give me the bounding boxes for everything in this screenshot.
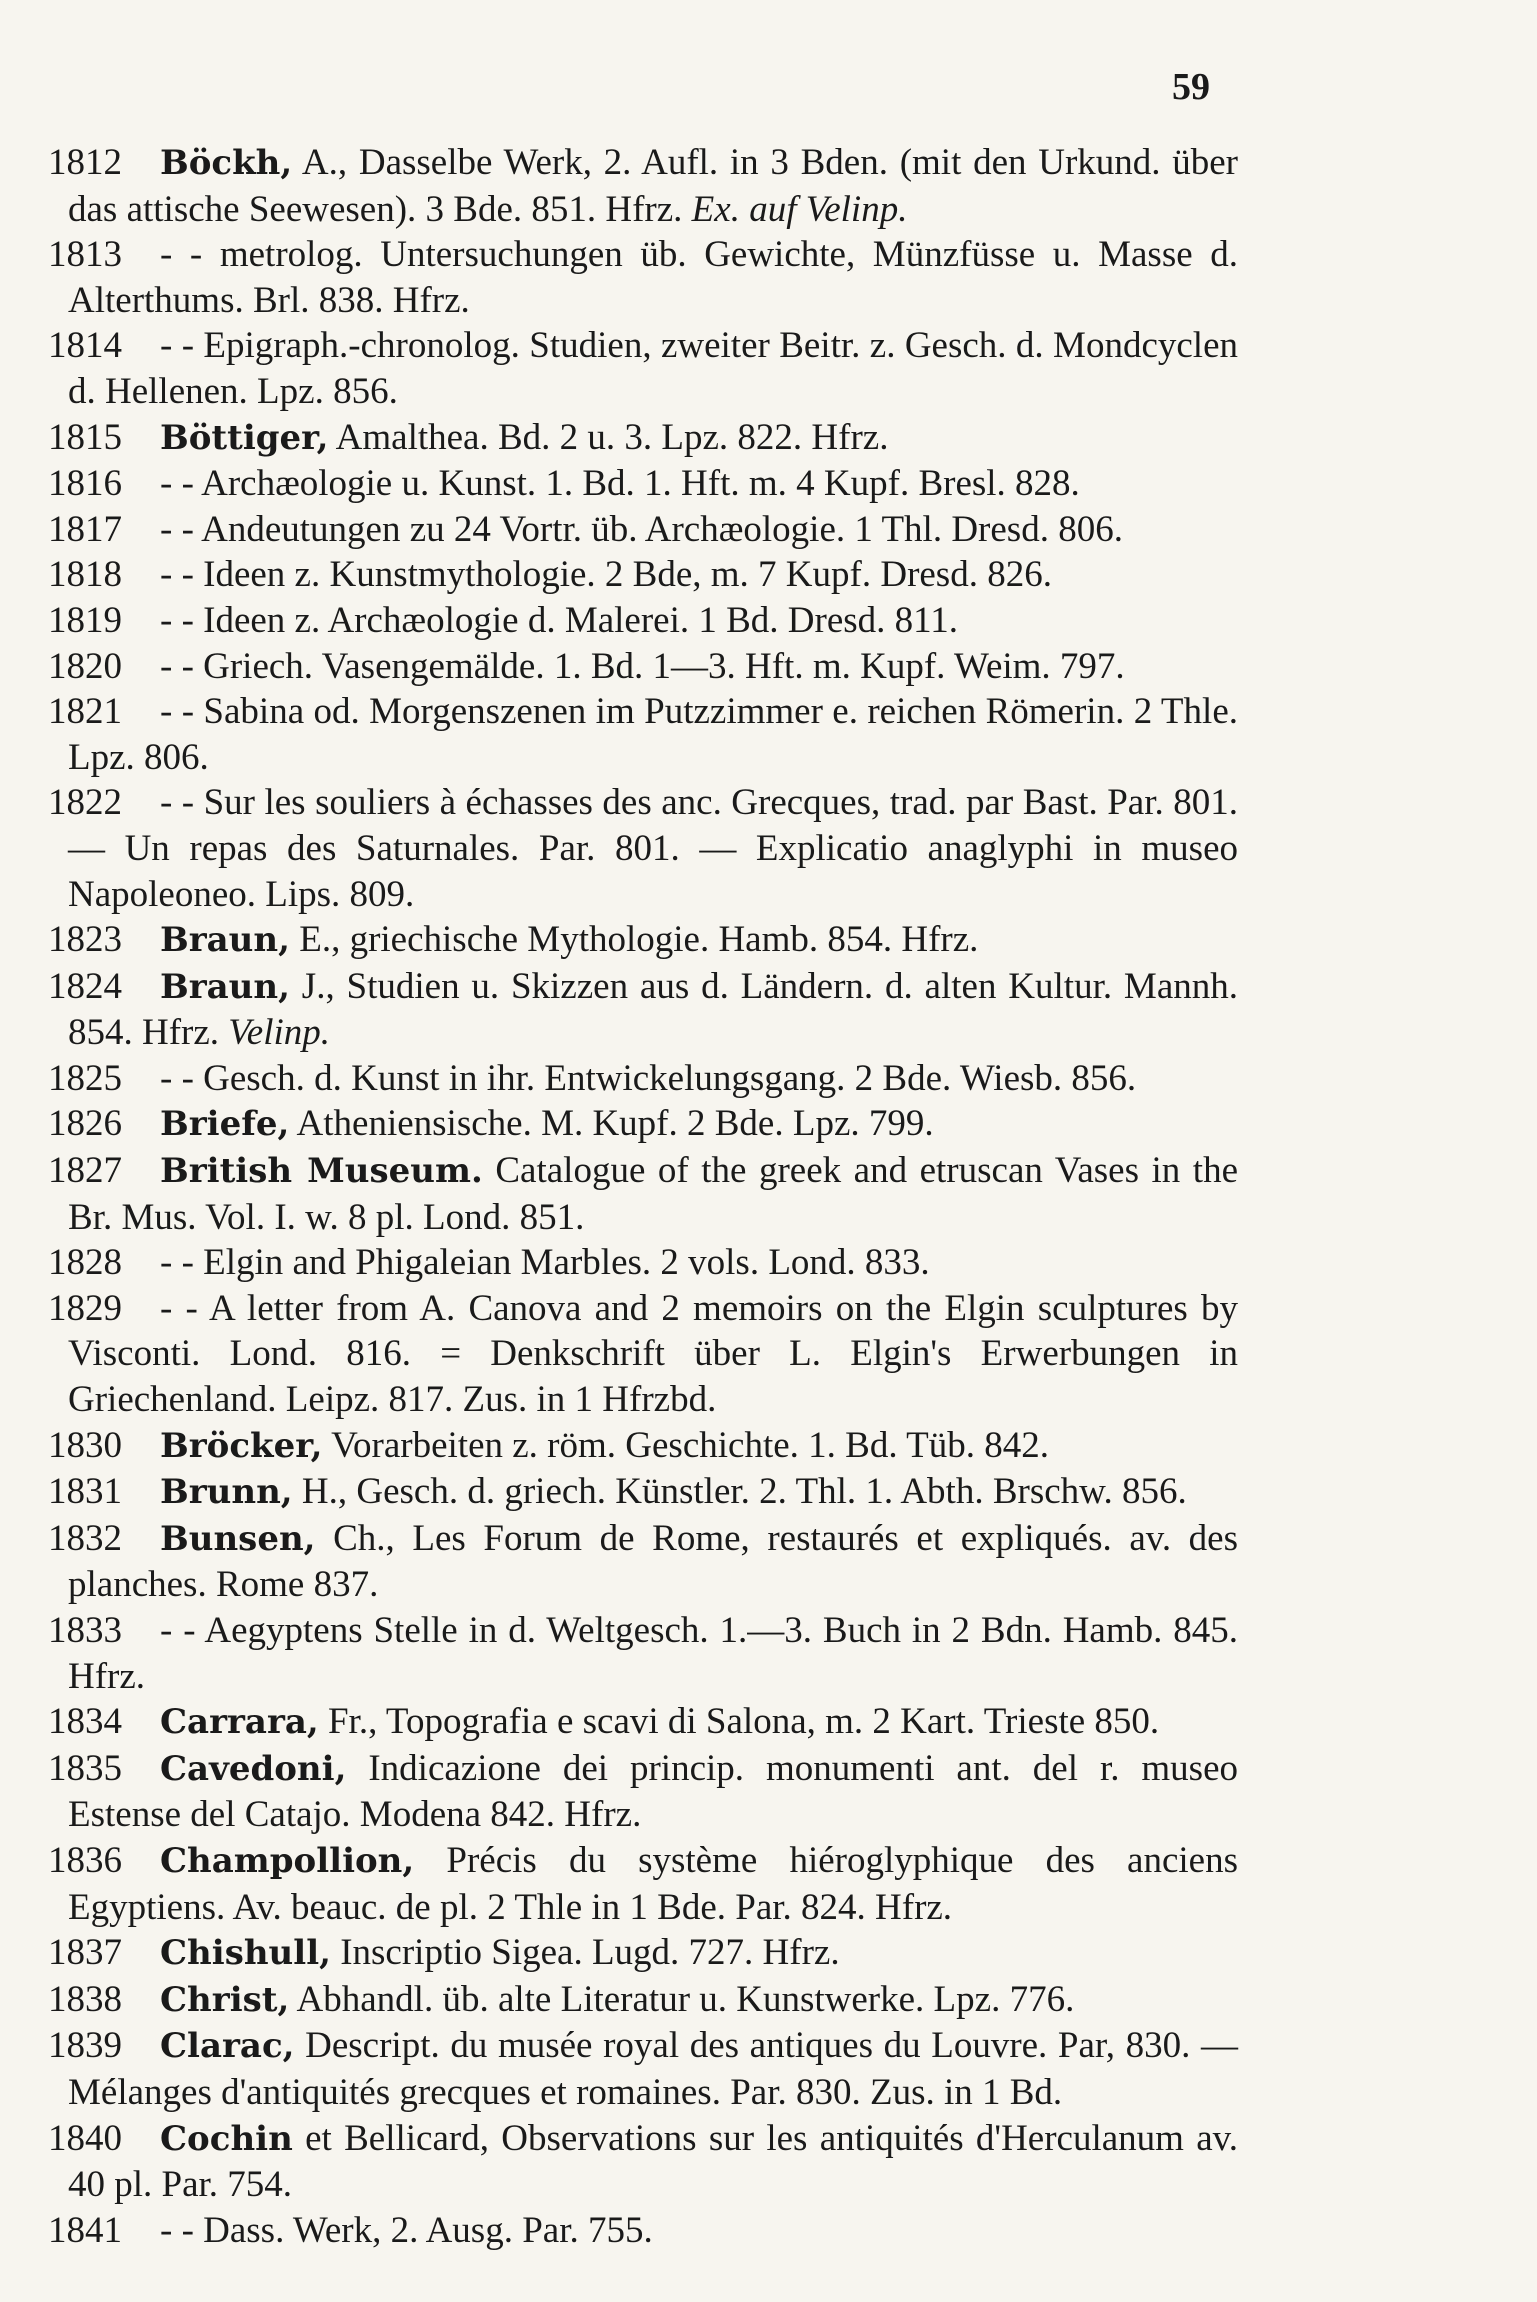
catalog-entry bbox=[48, 2023, 1238, 2115]
catalog-entry bbox=[48, 1838, 1238, 1930]
catalog-entry bbox=[48, 1469, 1238, 1516]
entry-text: - - Archæologie u. Kunst. 1. Bd. 1. Hft. m. 4 Kupf. Bresl. 828. bbox=[160, 463, 1080, 505]
entry-author: Christ, bbox=[160, 1979, 290, 2020]
entry-text: E., griechische Mythologie. Hamb. 854. Hfrz. bbox=[299, 919, 979, 961]
entry-number: 1813 bbox=[48, 234, 122, 276]
entry-number: 1812 bbox=[48, 142, 122, 183]
entry-author: Böttiger, bbox=[160, 417, 329, 458]
entry-number: 1832 bbox=[48, 1517, 122, 1559]
catalog-entry bbox=[48, 1240, 1238, 1286]
entry-number: 1815 bbox=[48, 416, 122, 458]
entry-text: - - Dass. Werk, 2. Ausg. Par. 755. bbox=[160, 2209, 653, 2251]
entry-number: 1814 bbox=[48, 325, 122, 367]
catalog-entry bbox=[48, 2116, 1238, 2208]
entry-number: 1829 bbox=[48, 1287, 122, 1329]
catalog-entry bbox=[48, 964, 1238, 1056]
entry-number: 1830 bbox=[48, 1424, 122, 1466]
entry-text: - - Sabina od. Morgenszenen im Putzzimmer e. reichen Römerin. 2 Thle. Lpz. 806. bbox=[68, 691, 1238, 778]
catalog-entry bbox=[48, 644, 1238, 690]
entry-text: Catalogue of the greek and etruscan Vases in the Br. Mus. Vol. I. w. 8 pl. Lond. 851. bbox=[68, 1150, 1239, 1238]
entry-number: 1838 bbox=[48, 1978, 122, 2020]
entry-author: Braun, bbox=[160, 966, 290, 1007]
entry-number: 1828 bbox=[48, 1242, 122, 1284]
catalog-entry bbox=[48, 689, 1238, 780]
entry-text: J., Studien u. Skizzen aus d. Ländern. d. alten Kultur. Mannh. 854. Hfrz. bbox=[68, 965, 1238, 1054]
entry-text: - - Griech. Vasengemälde. 1. Bd. 1—3. Hft. m. Kupf. Weim. 797. bbox=[160, 645, 1125, 687]
entry-number: 1839 bbox=[48, 2025, 122, 2067]
entry-author: British Museum. bbox=[160, 1151, 483, 1192]
entry-number: 1831 bbox=[48, 1471, 122, 1513]
catalog-entry bbox=[48, 1699, 1238, 1746]
catalog-entry bbox=[48, 1516, 1238, 1608]
entry-number: 1837 bbox=[48, 1932, 122, 1974]
catalog-entry bbox=[48, 323, 1238, 414]
entry-number: 1823 bbox=[48, 919, 122, 961]
entry-number: 1835 bbox=[48, 1747, 122, 1789]
entry-author: Braun, bbox=[160, 920, 290, 961]
catalog-entry bbox=[48, 140, 1238, 232]
entry-number: 1841 bbox=[48, 2209, 122, 2251]
entry-text: H., Gesch. d. griech. Künstler. 2. Thl. 1. Abth. Brschw. 856. bbox=[301, 1471, 1187, 1513]
catalog-entry bbox=[48, 917, 1238, 964]
entry-text: - - A letter from A. Canova and 2 memoirs on the Elgin sculptures by Visconti. Lond. 816. = Denkschrift über L. Elgin's Erwerbungen in Griechenland. Leipz. 817. Zus. in 1 Hfrzbd. bbox=[68, 1287, 1238, 1421]
entry-text: et Bellicard, Observations sur les antiquités d'Herculanum av. 40 pl. Par. 754. bbox=[68, 2117, 1239, 2206]
entry-text: - - Andeutungen zu 24 Vortr. üb. Archæologie. 1 Thl. Dresd. 806. bbox=[160, 508, 1123, 550]
entry-author: Bunsen, bbox=[160, 1518, 316, 1559]
entry-text: - - Gesch. d. Kunst in ihr. Entwickelungsgang. 2 Bde. Wiesb. 856. bbox=[160, 1057, 1137, 1099]
catalog-entry bbox=[48, 1286, 1238, 1423]
entry-text: - - Ideen z. Archæologie d. Malerei. 1 Bd. Dresd. 811. bbox=[160, 599, 959, 641]
entry-number: 1822 bbox=[48, 782, 122, 824]
entry-note: Velinp. bbox=[228, 1012, 331, 1054]
catalog-entry bbox=[48, 1148, 1238, 1240]
entry-author: Champollion, bbox=[160, 1840, 415, 1881]
catalog-entry bbox=[48, 2208, 1238, 2254]
entry-number: 1834 bbox=[48, 1701, 122, 1743]
catalog-entry bbox=[48, 461, 1238, 507]
entry-author: Brunn, bbox=[160, 1472, 293, 1513]
catalog-entry bbox=[48, 552, 1238, 598]
catalog-entry bbox=[48, 1056, 1238, 1102]
entry-number: 1836 bbox=[48, 1839, 122, 1881]
entry-text: Amalthea. Bd. 2 u. 3. Lpz. 822. Hfrz. bbox=[335, 416, 889, 458]
entry-note: Ex. auf Velinp. bbox=[691, 188, 908, 230]
entry-number: 1833 bbox=[48, 1610, 122, 1651]
entry-author: Chishull, bbox=[160, 1933, 331, 1974]
catalog-entry bbox=[48, 780, 1238, 917]
entry-number: 1819 bbox=[48, 599, 122, 641]
entry-text: - - Elgin and Phigaleian Marbles. 2 vols. Lond. 833. bbox=[160, 1242, 930, 1284]
catalog-entry bbox=[48, 598, 1238, 644]
page-number: 59 bbox=[1172, 66, 1210, 108]
entry-text: Atheniensische. M. Kupf. 2 Bde. Lpz. 799. bbox=[296, 1103, 934, 1145]
catalog-entry bbox=[48, 415, 1238, 462]
entry-text: Descript. du musée royal des antiques du Louvre. Par, 830. — Mélanges d'antiquités grecques et romaines. Par. 830. Zus. in 1 Bd. bbox=[68, 2025, 1239, 2113]
catalog-entries bbox=[48, 140, 1238, 2253]
catalog-entry bbox=[48, 1930, 1238, 1977]
entry-number: 1826 bbox=[48, 1103, 122, 1145]
entry-number: 1821 bbox=[48, 691, 122, 733]
entry-number: 1816 bbox=[48, 463, 122, 505]
entry-author: Carrara, bbox=[160, 1702, 319, 1743]
catalog-entry bbox=[48, 1101, 1238, 1148]
entry-number: 1820 bbox=[48, 645, 122, 687]
catalog-entry bbox=[48, 1746, 1238, 1838]
entry-text: - - Sur les souliers à échasses des anc. Grecques, trad. par Bast. Par. 801. — Un repas des Saturnales. Par. 801. — Explicatio anaglyphi in museo Napoleoneo. Lips. 809. bbox=[68, 782, 1238, 915]
entry-text: Fr., Topografia e scavi di Salona, m. 2 Kart. Trieste 850. bbox=[327, 1701, 1160, 1743]
entry-text: - - Epigraph.-chronolog. Studien, zweiter Beitr. z. Gesch. d. Mondcyclen d. Hellenen. Lpz. 856. bbox=[68, 325, 1238, 412]
entry-author: Cochin bbox=[160, 2118, 293, 2159]
entry-number: 1817 bbox=[48, 508, 122, 550]
catalog-entry bbox=[48, 1423, 1238, 1470]
entry-number: 1818 bbox=[48, 554, 122, 596]
entry-text: Abhandl. üb. alte Literatur u. Kunstwerke. Lpz. 776. bbox=[296, 1978, 1075, 2020]
entry-number: 1827 bbox=[48, 1150, 122, 1192]
entry-author: Cavedoni, bbox=[160, 1748, 347, 1789]
entry-text: Ch., Les Forum de Rome, restaurés et expliqués. av. des planches. Rome 837. bbox=[68, 1517, 1239, 1606]
entry-text: - - metrolog. Untersuchungen üb. Gewichte, Münzfüsse u. Masse d. Alterthums. Brl. 838. Hfrz. bbox=[68, 234, 1238, 321]
entry-text: Précis du système hiéroglyphique des anciens Egyptiens. Av. beauc. de pl. 2 Thle in 1 Bde. Par. 824. Hfrz. bbox=[68, 1839, 1239, 1928]
entry-text: - - Aegyptens Stelle in d. Weltgesch. 1.—3. Buch in 2 Bdn. Hamb. 845. Hfrz. bbox=[68, 1610, 1238, 1697]
entry-text: Indicazione dei princip. monumenti ant. del r. museo Estense del Catajo. Modena 842. Hfrz. bbox=[68, 1747, 1239, 1836]
entry-text: - - Ideen z. Kunstmythologie. 2 Bde, m. 7 Kupf. Dresd. 826. bbox=[160, 554, 1052, 596]
entry-author: Briefe, bbox=[160, 1104, 290, 1145]
entry-author: Böckh, bbox=[160, 143, 293, 183]
entry-number: 1825 bbox=[48, 1057, 122, 1099]
entry-text: Vorarbeiten z. röm. Geschichte. 1. Bd. Tüb. 842. bbox=[331, 1424, 1050, 1466]
entry-author: Bröcker, bbox=[160, 1425, 323, 1466]
catalog-entry bbox=[48, 1608, 1238, 1699]
catalog-entry bbox=[48, 507, 1238, 553]
entry-text: Inscriptio Sigea. Lugd. 727. Hfrz. bbox=[340, 1932, 840, 1974]
entry-number: 1840 bbox=[48, 2117, 122, 2159]
entry-text: A., Dasselbe Werk, 2. Aufl. in 3 Bden. (mit den Urkund. über das attische Seewesen). 3 Bde. 851. Hfrz. bbox=[68, 142, 1238, 230]
catalog-entry bbox=[48, 232, 1238, 323]
catalog-entry bbox=[48, 1977, 1238, 2024]
entry-number: 1824 bbox=[48, 965, 122, 1007]
entry-author: Clarac, bbox=[160, 2026, 295, 2067]
